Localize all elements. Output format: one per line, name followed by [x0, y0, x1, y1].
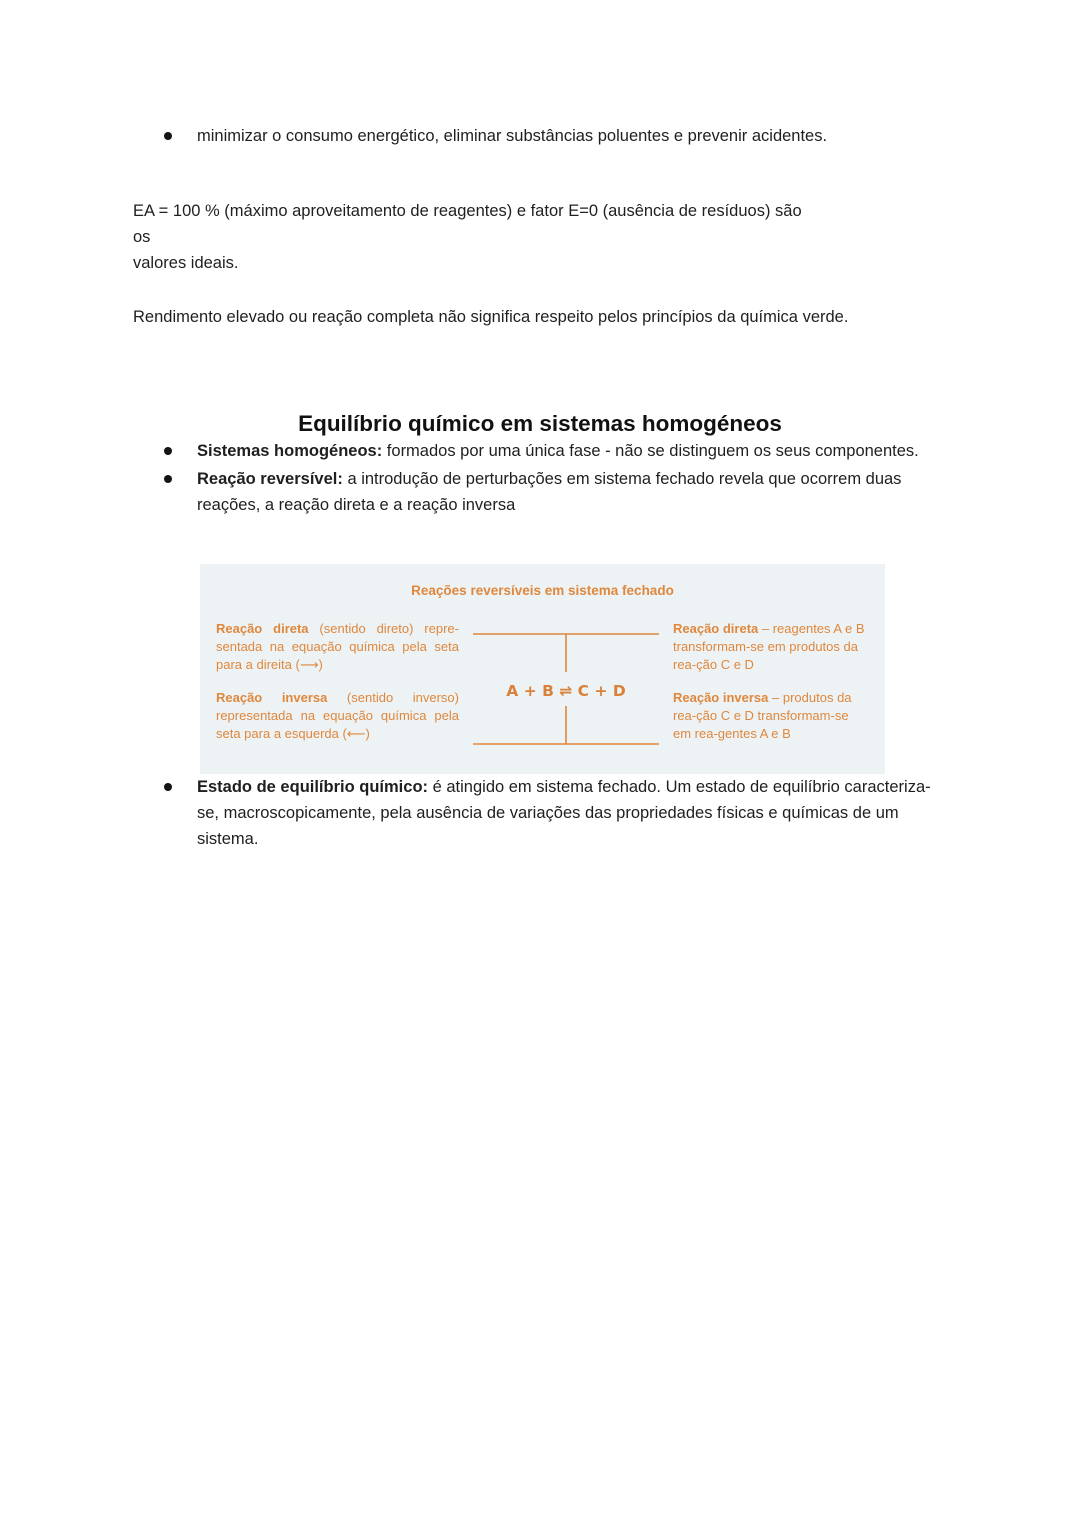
list-item-estado: [133, 774, 947, 852]
bullet-text-sistemas: formados por uma única fase - não se distinguem os seus componentes.: [382, 442, 919, 460]
figure-title: Reações reversíveis em sistema fechado: [411, 583, 674, 598]
figure-left-inverse-lead: Reação inversa: [216, 690, 328, 705]
paragraph-ea: [133, 198, 947, 276]
figure-left-direct-paragraph: [216, 620, 459, 674]
list-item-reacao-reversivel: [133, 466, 947, 518]
figure-left-column: [216, 620, 459, 758]
bullet-text: minimizar o consumo energético, eliminar substâncias poluentes e prevenir acidentes.: [197, 127, 828, 145]
reversible-reactions-figure: [200, 564, 885, 774]
figure-left-inverse-text: (sentido inverso) representada na equação química pela seta para a esquerda (⟵): [216, 690, 459, 741]
figure-right-inverse-text: – produtos da rea-ção C e D transformam-se em rea-gentes A e B: [673, 690, 852, 741]
figure-right-direct-paragraph: [673, 620, 869, 674]
paragraph-ea-line3: valores ideais.: [133, 254, 239, 272]
estado-bullet-list: [133, 774, 947, 852]
bullet-lead-estado: Estado de equilíbrio químico:: [197, 778, 429, 796]
top-bullet-list: [133, 123, 947, 149]
figure-right-direct-text: – reagentes A e B transformam-se em produtos da rea-ção C e D: [673, 621, 865, 672]
figure-right-direct-lead: Reação direta: [673, 621, 759, 636]
equation-connector-diagram: [473, 620, 659, 758]
paragraph-ea-line1: EA = 100 % (máximo aproveitamento de reagentes) e fator E=0 (ausência de resíduos) são: [133, 202, 802, 220]
figure-left-direct-text: (sentido direto) repre-sentada na equação química pela seta para a direita (⟶): [216, 621, 459, 672]
list-item-minimizar: [133, 123, 947, 149]
page-title: Equilíbrio químico em sistemas homogéneos: [298, 411, 782, 436]
paragraph-ea-line2: os: [133, 228, 151, 246]
figure-right-inverse-lead: Reação inversa: [673, 690, 769, 705]
bullet-lead-reacao: Reação reversível:: [197, 470, 343, 488]
definition-bullet-list: [133, 438, 947, 518]
bullet-text-reacao: a introdução de perturbações em sistema fechado revela que ocorrem duas reações, a reação direta e a reação inversa: [197, 470, 902, 514]
figure-left-direct-lead: Reação direta: [216, 621, 309, 636]
equation-text: A + B ⇌ C + D: [506, 682, 626, 700]
figure-equation-diagram: [473, 620, 659, 758]
bullet-text-estado: é atingido em sistema fechado. Um estado de equilíbrio caracteriza-se, macroscopicamente, pela ausência de variações das propriedades físicas e químicas de um sistema.: [197, 778, 931, 848]
figure-right-inverse-paragraph: [673, 689, 869, 743]
figure-left-inverse-paragraph: [216, 689, 459, 743]
figure-right-column: [673, 620, 869, 758]
bullet-lead-sistemas: Sistemas homogéneos:: [197, 442, 383, 460]
list-item-sistemas: [133, 438, 947, 464]
paragraph-rendimento: Rendimento elevado ou reação completa não significa respeito pelos princípios da química verde.: [133, 308, 849, 326]
figure-grid: [216, 620, 869, 758]
